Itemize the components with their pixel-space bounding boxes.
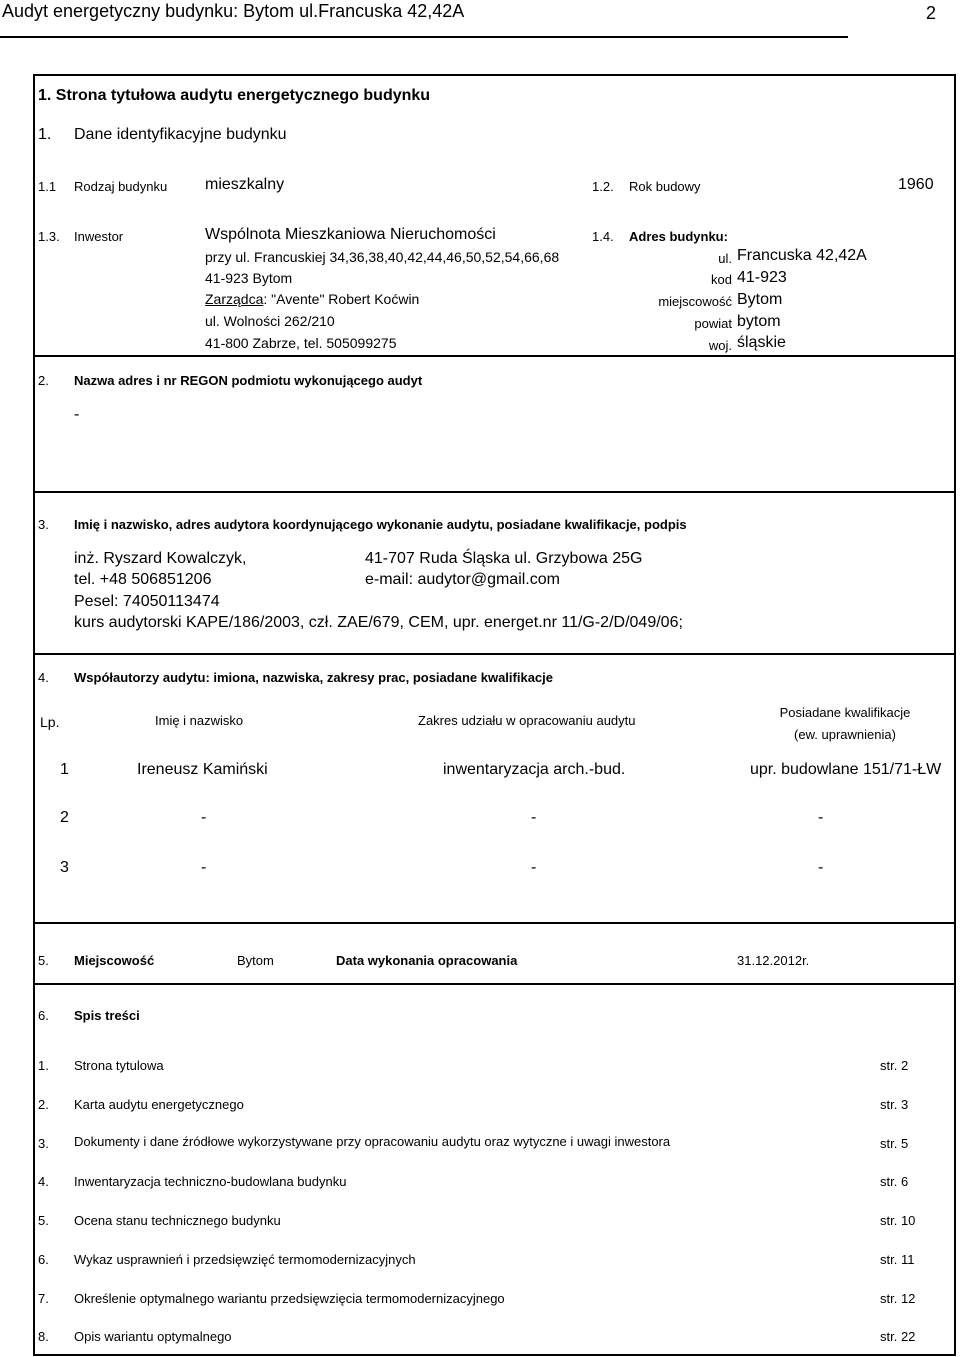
coauthors-header-qual-1: Posiadane kwalifikacje (779, 705, 911, 720)
toc-item-2-number: 2. (38, 1097, 49, 1112)
s1-number: 1. (38, 126, 52, 143)
s5-place-value: Bytom (237, 953, 274, 968)
section-title: 1. Strona tytułowa audytu energetycznego budynku (38, 87, 431, 104)
divider-s2-s3 (33, 491, 956, 493)
zarzadca-label: Zarządca (205, 291, 264, 307)
toc-item-1-title: Strona tytulowa (74, 1058, 164, 1073)
toc-item-6-title: Wykaz usprawnień i przedsięwzięć termomodernizacyjnych (74, 1252, 416, 1267)
coauthor-1-lp: 1 (60, 761, 69, 778)
toc-item-7-page: str. 12 (880, 1291, 916, 1306)
address-city-value: Bytom (737, 291, 783, 308)
toc-item-1-number: 1. (38, 1058, 49, 1073)
s1-1-label: Rodzaj budynku (74, 179, 168, 194)
address-postcode-label: kod (711, 272, 732, 287)
address-street-value: Francuska 42,42A (737, 247, 867, 264)
s1-1-number: 1.1 (38, 179, 57, 194)
coauthor-2-lp: 2 (60, 809, 69, 826)
coauthors-header-scope: Zakres udziału w opracowaniu audytu (418, 713, 636, 728)
coauthors-header-lp: Lp. (40, 714, 60, 730)
zarzadca-value: : "Avente" Robert Koćwin (263, 291, 420, 307)
coauthor-1-name: Ireneusz Kamiński (137, 761, 268, 778)
s1-2-number: 1.2. (592, 179, 614, 194)
toc-item-1-page: str. 2 (880, 1058, 909, 1073)
toc-item-5-page: str. 10 (880, 1213, 916, 1228)
s1-2-label: Rok budowy (629, 179, 701, 194)
coauthors-header-name: Imię i nazwisko (155, 713, 244, 728)
coauthors-header-qual-2: (ew. uprawnienia) (794, 727, 896, 742)
divider-s3-s4 (33, 653, 956, 655)
coauthor-2-qualifications: - (818, 809, 824, 826)
toc-item-2-page: str. 3 (880, 1097, 909, 1112)
coauthor-3-scope: - (531, 859, 537, 876)
s2-title: Nazwa adres i nr REGON podmiotu wykonującego audyt (74, 373, 423, 388)
s6-number: 6. (38, 1008, 49, 1023)
coauthor-3-qualifications: - (818, 859, 824, 876)
toc-item-6-number: 6. (38, 1252, 49, 1267)
s4-title: Współautorzy audytu: imiona, nazwiska, zakresy prac, posiadane kwalifikacje (74, 670, 553, 685)
auditor-email: e-mail: audytor@gmail.com (365, 571, 560, 588)
address-voivodeship-label: woj. (708, 338, 732, 353)
toc-item-8-number: 8. (38, 1329, 49, 1344)
auditor-name: inż. Ryszard Kowalczyk, (74, 550, 247, 567)
address-voivodeship-value: śląskie (737, 334, 786, 351)
auditor-phone: tel. +48 506851206 (74, 571, 212, 588)
investor-line-2: przy ul. Francuskiej 34,36,38,40,42,44,46,50,52,54,66,68 (205, 249, 560, 265)
s1-1-value: mieszkalny (205, 176, 285, 193)
investor-line-4 (205, 292, 419, 306)
coauthor-3-name: - (201, 859, 207, 876)
s3-title: Imię i nazwisko, adres audytora koordynującego wykonanie audytu, posiadane kwalifikacje, podpis (74, 517, 687, 532)
toc-item-3-number: 3. (38, 1136, 49, 1151)
investor-line-1: Wspólnota Mieszkaniowa Nieruchomości (205, 226, 496, 243)
s5-date-label: Data wykonania opracowania (336, 953, 518, 968)
s5-date-value: 31.12.2012r. (737, 953, 810, 968)
divider-s4-s5 (33, 922, 956, 924)
address-street-label: ul. (718, 251, 732, 266)
address-postcode-value: 41-923 (737, 269, 787, 286)
s1-4-number: 1.4. (592, 229, 614, 244)
s1-2-value: 1960 (898, 176, 934, 193)
investor-line-3: 41-923 Bytom (205, 270, 293, 286)
toc-item-3-title: Dokumenty i dane źródłowe wykorzystywane przy opracowaniu audytu oraz wytyczne i uwagi inwestora (74, 1134, 671, 1149)
coauthor-2-name: - (201, 809, 207, 826)
auditor-address: 41-707 Ruda Śląska ul. Grzybowa 25G (365, 550, 643, 567)
auditor-pesel: Pesel: 74050113474 (74, 593, 220, 610)
section-2-8-frame (33, 355, 956, 1356)
coauthor-2-scope: - (531, 809, 537, 826)
toc-item-3-page: str. 5 (880, 1136, 909, 1151)
s1-title: Dane identyfikacyjne budynku (74, 126, 287, 143)
s1-3-number: 1.3. (38, 229, 60, 244)
s6-title: Spis treści (74, 1008, 140, 1023)
toc-item-7-number: 7. (38, 1291, 49, 1306)
toc-item-5-number: 5. (38, 1213, 49, 1228)
coauthor-1-scope: inwentaryzacja arch.-bud. (443, 761, 626, 778)
toc-item-4-page: str. 6 (880, 1174, 909, 1189)
toc-item-5-title: Ocena stanu technicznego budynku (74, 1213, 281, 1228)
s2-value: - (74, 406, 80, 423)
investor-line-6: 41-800 Zabrze, tel. 505099275 (205, 335, 397, 351)
coauthor-3-lp: 3 (60, 859, 69, 876)
coauthor-1-qualifications: upr. budowlane 151/71-ŁW (750, 761, 942, 778)
toc-item-4-number: 4. (38, 1174, 49, 1189)
section-1-frame (33, 74, 956, 357)
s1-4-label: Adres budynku: (629, 229, 728, 244)
page-number: 2 (926, 3, 937, 23)
toc-item-4-title: Inwentaryzacja techniczno-budowlana budynku (74, 1174, 347, 1189)
toc-item-6-page: str. 11 (880, 1252, 915, 1267)
document-header-title: Audyt energetyczny budynku: Bytom ul.Francuska 42,42A (2, 1, 465, 21)
toc-item-2-title: Karta audytu energetycznego (74, 1097, 244, 1112)
header-rule (0, 36, 848, 38)
auditor-qualifications: kurs audytorski KAPE/186/2003, czł. ZAE/679, CEM, upr. energet.nr 11/G-2/D/049/06; (74, 614, 683, 631)
s1-3-label: Inwestor (74, 229, 124, 244)
s3-number: 3. (38, 517, 49, 532)
s5-number: 5. (38, 953, 49, 968)
toc-item-8-title: Opis wariantu optymalnego (74, 1329, 232, 1344)
investor-line-5: ul. Wolności 262/210 (205, 313, 335, 329)
address-county-value: bytom (737, 313, 781, 330)
s5-place-label: Miejscowość (74, 953, 155, 968)
toc-item-8-page: str. 22 (880, 1329, 916, 1344)
toc-item-7-title: Określenie optymalnego wariantu przedsięwzięcia termomodernizacyjnego (74, 1291, 505, 1306)
s4-number: 4. (38, 670, 49, 685)
s2-number: 2. (38, 373, 49, 388)
address-city-label: miejscowość (658, 294, 732, 309)
divider-s5-s6 (33, 983, 956, 985)
address-county-label: powiat (694, 316, 732, 331)
